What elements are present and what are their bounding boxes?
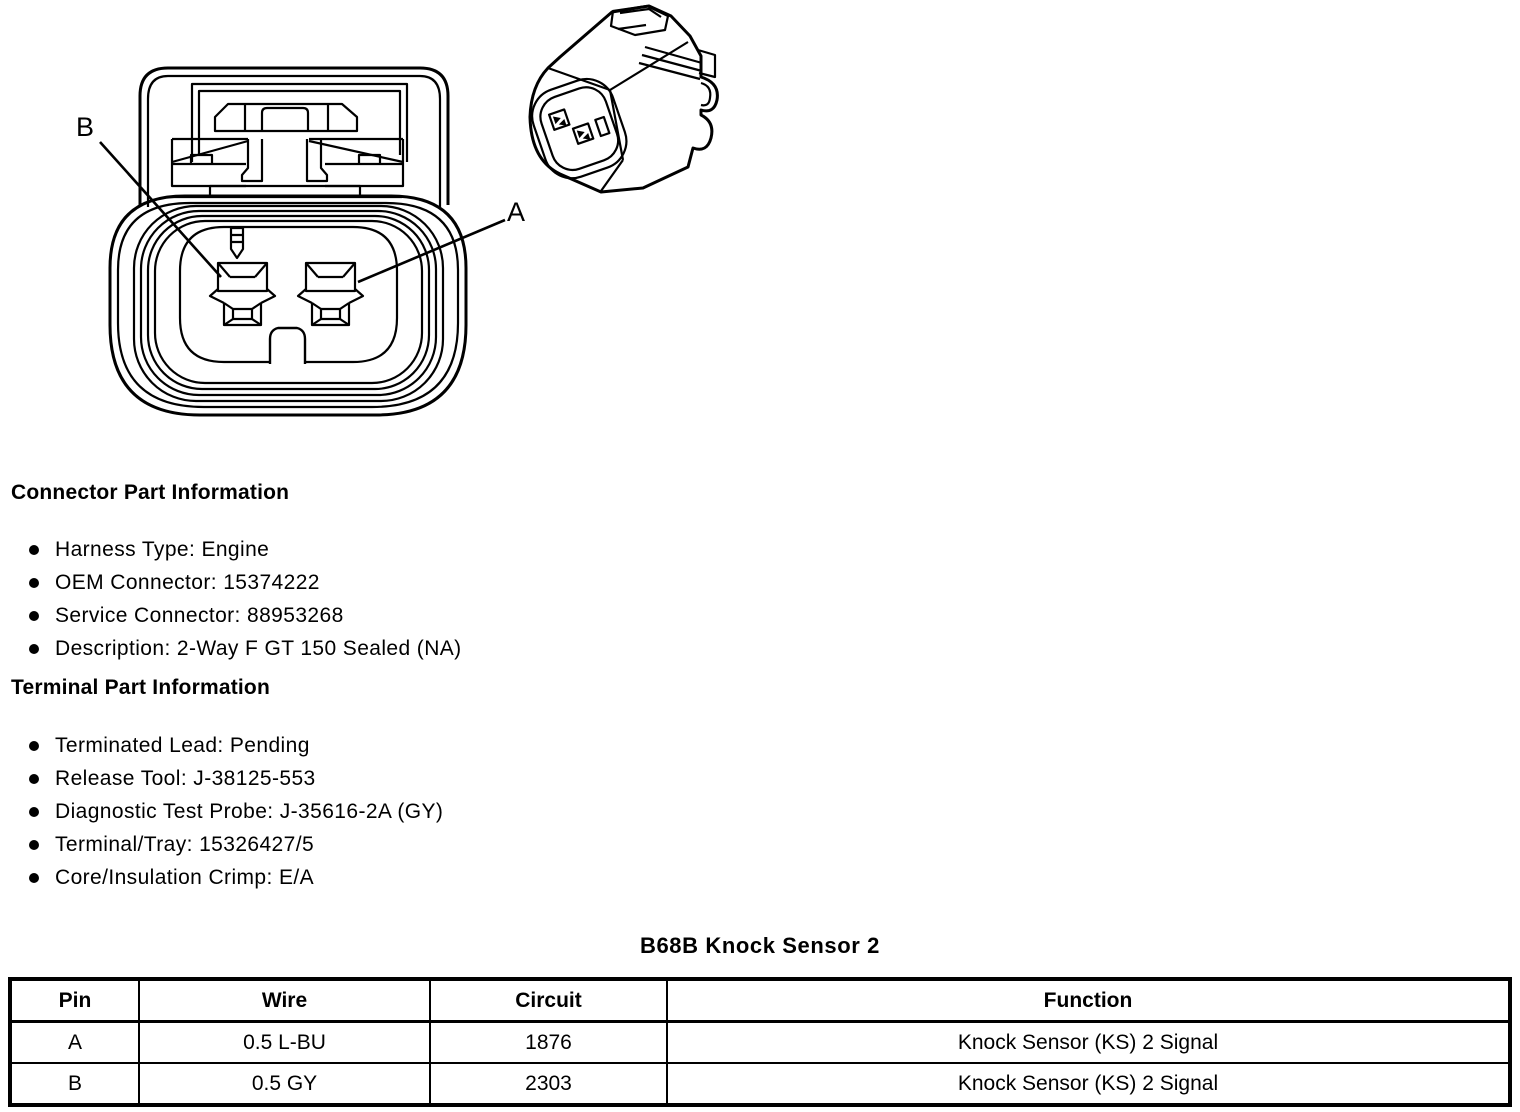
bullet-icon	[29, 741, 39, 751]
bullet-icon	[29, 611, 39, 621]
connector-diagram	[0, 0, 760, 460]
list-item: Diagnostic Test Probe: J-35616-2A (GY)	[26, 795, 443, 828]
function-cell: Knock Sensor (KS) 2 Signal	[667, 1063, 1510, 1105]
pin-cell: A	[10, 1022, 139, 1064]
list-item: Description: 2-Way F GT 150 Sealed (NA)	[26, 632, 462, 665]
terminal-a-label: A	[507, 197, 526, 227]
bullet-icon	[29, 873, 39, 883]
list-item: Terminated Lead: Pending	[26, 729, 443, 762]
list-item: Core/Insulation Crimp: E/A	[26, 861, 443, 894]
terminal-b-label: B	[76, 112, 95, 142]
list-item: Release Tool: J-38125-553	[26, 762, 443, 795]
wire-cell: 0.5 GY	[139, 1063, 430, 1105]
bullet-icon	[29, 840, 39, 850]
pinout-table	[8, 977, 1512, 1107]
pin-column-header: Pin	[10, 979, 139, 1022]
side-connector-drawing	[525, 6, 718, 192]
connector-part-info-list	[26, 533, 462, 665]
bullet-icon	[29, 774, 39, 784]
front-connector-drawing	[110, 68, 466, 415]
terminal-a-cavity	[298, 263, 363, 325]
list-item: Harness Type: Engine	[26, 533, 462, 566]
circuit-cell: 1876	[430, 1022, 667, 1064]
terminal-b-cavity	[210, 263, 275, 325]
bullet-icon	[29, 578, 39, 588]
table-row	[10, 1022, 1510, 1064]
bullet-icon	[29, 644, 39, 654]
terminal-a-leader-line	[358, 220, 505, 282]
function-cell: Knock Sensor (KS) 2 Signal	[667, 1022, 1510, 1064]
terminal-part-info-heading: Terminal Part Information	[11, 676, 270, 699]
list-item: Terminal/Tray: 15326427/5	[26, 828, 443, 861]
bullet-icon	[29, 545, 39, 555]
circuit-column-header: Circuit	[430, 979, 667, 1022]
terminal-part-info-list	[26, 729, 443, 894]
function-column-header: Function	[667, 979, 1510, 1022]
table-row	[10, 1063, 1510, 1105]
pin-cell: B	[10, 1063, 139, 1105]
wire-column-header: Wire	[139, 979, 430, 1022]
wire-cell: 0.5 L-BU	[139, 1022, 430, 1064]
bullet-icon	[29, 807, 39, 817]
table-header-row	[10, 979, 1510, 1022]
connector-part-info-heading: Connector Part Information	[11, 481, 290, 504]
pinout-table-title: B68B Knock Sensor 2	[639, 933, 881, 958]
list-item: OEM Connector: 15374222	[26, 566, 462, 599]
circuit-cell: 2303	[430, 1063, 667, 1105]
diagram-svg	[0, 0, 760, 460]
list-item: Service Connector: 88953268	[26, 599, 462, 632]
